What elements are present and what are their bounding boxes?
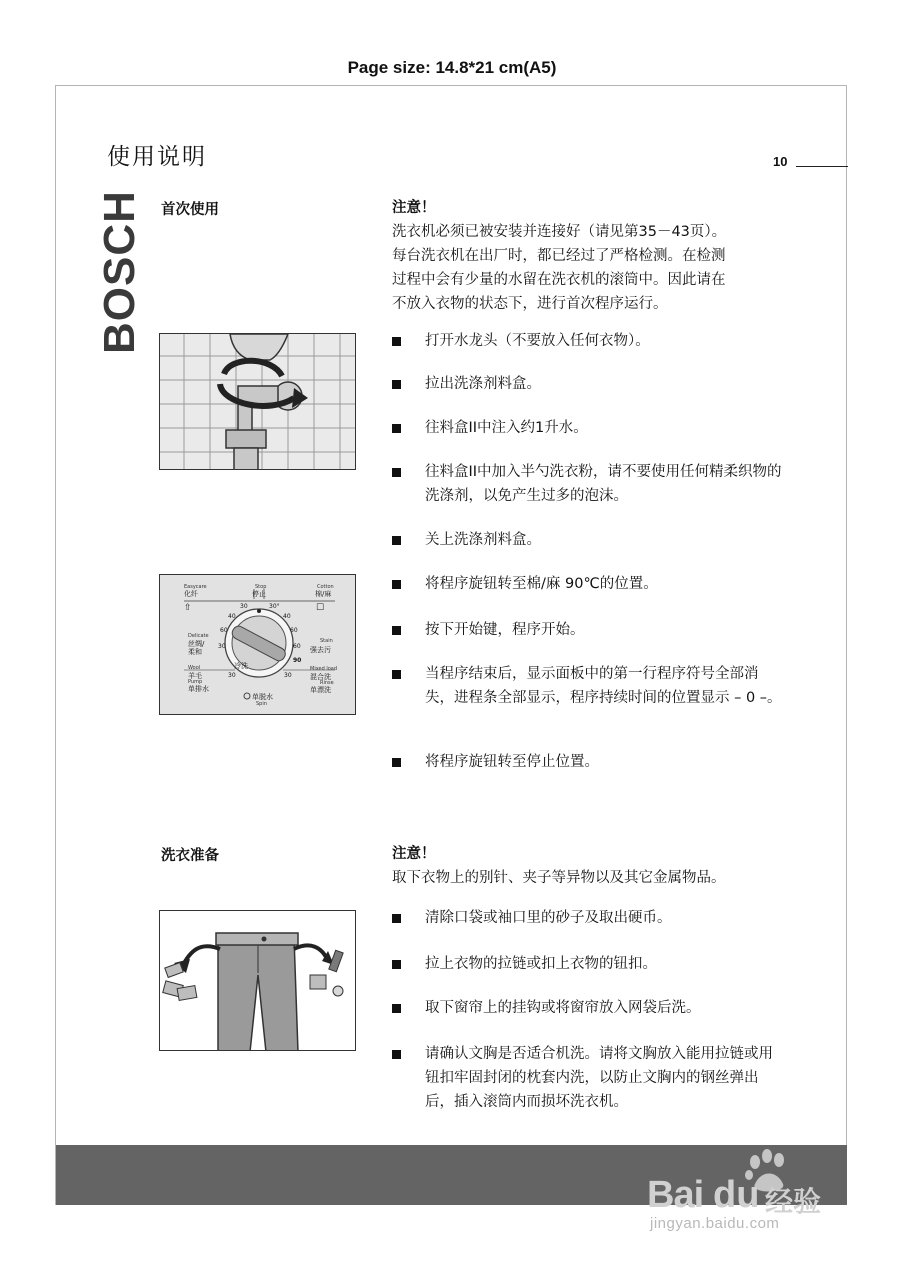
section-title-first-use: 首次使用	[161, 202, 219, 218]
dial-label-rinse-en: Rinse	[320, 680, 334, 686]
watermark-logo-text: Bai	[647, 1174, 704, 1216]
notice-label: 注意！	[392, 846, 436, 862]
dial-temp-90: 90	[293, 657, 302, 664]
dial-label-wool-cn: 羊毛	[188, 672, 202, 680]
dial-temp: 30	[240, 603, 248, 610]
dial-label-stop-en: Stop	[255, 584, 267, 590]
dial-label-stain-en: Stain	[320, 638, 333, 644]
program-dial-illustration	[159, 574, 356, 715]
dial-label-cotton-cn: 棉/麻	[315, 590, 332, 598]
dial-label-easycare-cn: 化纤	[184, 590, 198, 598]
dial-label-delicate-cn1: 丝绸/	[188, 640, 205, 648]
page-number: 10	[773, 154, 788, 169]
dial-label-delicate-cn2: 柔和	[188, 648, 202, 656]
dial-label-pump-cn: 单排水	[188, 685, 209, 693]
dial-label-easycare-en: Easycare	[184, 584, 207, 590]
notice-text: 取下衣物上的别针、夹子等异物以及其它金属物品。	[392, 870, 726, 886]
dial-label-spin-en: Spin	[256, 701, 267, 707]
dial-label-stop-cn: 停止	[252, 590, 266, 598]
dial-easycare-icon: ⇧	[184, 603, 192, 613]
dial-label-cotton-en: Cotton	[317, 584, 334, 590]
page-size-header: Page size: 14.8*21 cm(A5)	[347, 58, 557, 77]
dial-label-rinse-cn: 单漂洗	[310, 686, 331, 694]
dial-temp: 30°	[269, 603, 280, 610]
dial-cotton-icon: ☐	[316, 603, 325, 613]
manual-title: 使用说明	[107, 144, 207, 170]
dial-temp: 40	[283, 613, 291, 620]
bosch-brand-logo: BOSCH	[95, 190, 144, 354]
notice-line: 过程中会有少量的水留在洗衣机的滚筒中。因此请在	[392, 272, 726, 288]
trousers-illustration	[159, 910, 356, 1051]
watermark-logo-du: du	[713, 1174, 760, 1216]
section-title-prep: 洗衣准备	[161, 848, 219, 864]
watermark-logo-suffix: 经验	[765, 1185, 822, 1218]
dial-label-cold-cn: 冷洗	[234, 662, 248, 670]
dial-label-spin-cn: 单脱水	[252, 693, 273, 701]
dial-label-wool-en: Wool	[188, 665, 201, 671]
notice-line: 洗衣机必须已被安装并连接好（请见第35－43页）。	[392, 224, 727, 240]
watermark-url: jingyan.baidu.com	[650, 1215, 780, 1232]
dial-label-pump-en: Pump	[188, 679, 203, 685]
dial-label-mixed-cn: 混合洗	[310, 673, 331, 681]
page-number-rule	[796, 166, 848, 167]
dial-temp: 30	[284, 672, 292, 679]
first-use-notice	[392, 196, 782, 316]
dial-temp: 30	[218, 643, 226, 650]
dial-label-delicate-en: Delicate	[188, 633, 209, 639]
dial-temp: 30	[228, 672, 236, 679]
dial-temp: 40	[228, 613, 236, 620]
dial-label-mixed-en: Mixed load	[310, 666, 338, 672]
water-tap-illustration	[159, 333, 356, 470]
notice-label: 注意！	[392, 200, 436, 216]
dial-label-stain-cn: 强去污	[310, 646, 331, 654]
dial-temp: 60	[290, 627, 298, 634]
notice-line: 不放入衣物的状态下，进行首次程序运行。	[392, 296, 668, 312]
dial-temp: 60	[220, 627, 228, 634]
prep-notice	[392, 842, 782, 890]
notice-line: 每台洗衣机在出厂时，都已经过了严格检测。在检测	[392, 248, 726, 264]
dial-temp: 60	[293, 643, 301, 650]
